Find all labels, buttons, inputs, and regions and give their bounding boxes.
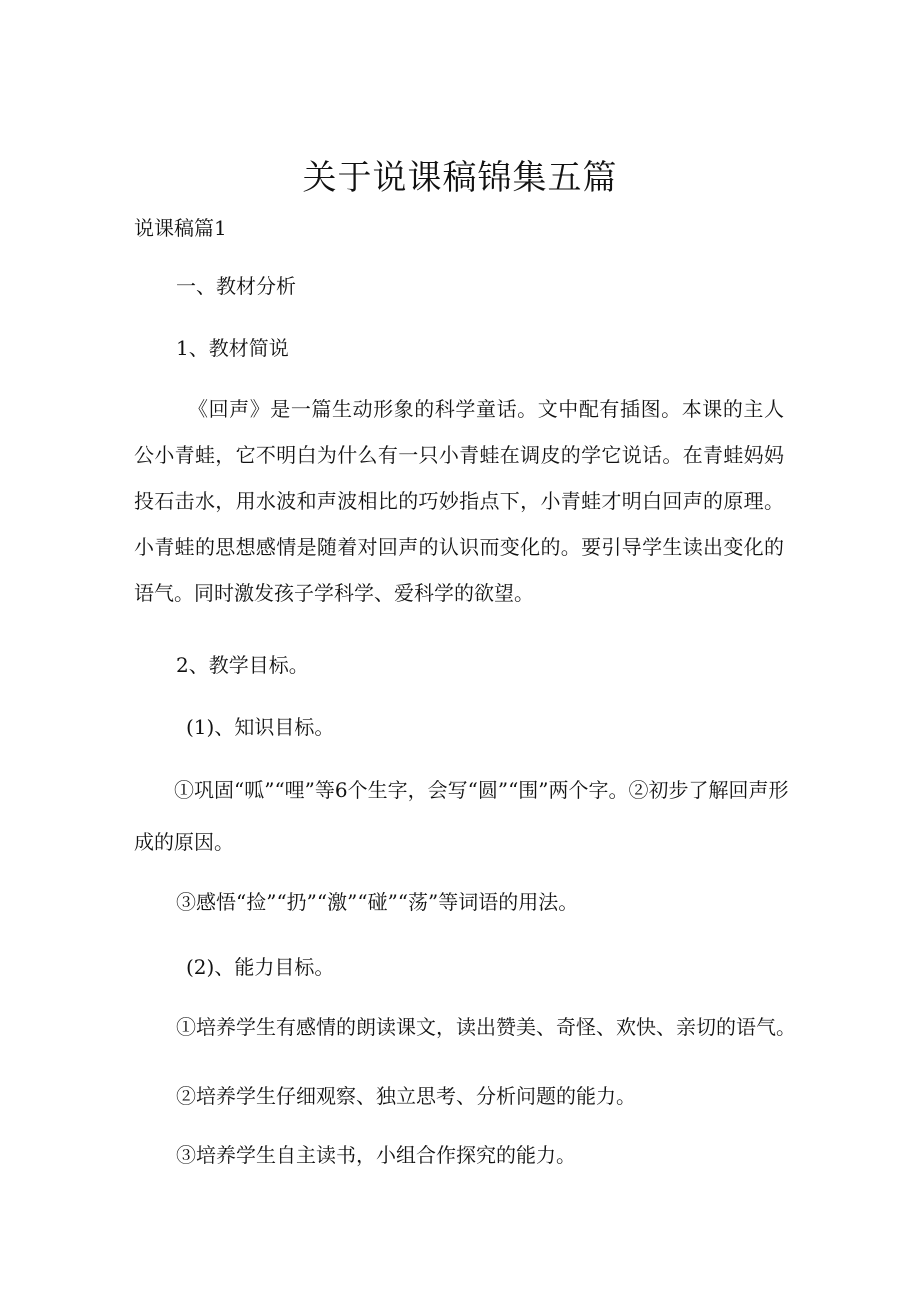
- section-heading: 说课稿篇1: [134, 216, 227, 240]
- knowledge-goal-heading: (1)、知识目标。: [186, 715, 335, 739]
- item-1-heading: 1、教材简说: [176, 336, 289, 360]
- part-one-heading: 一、教材分析: [176, 274, 296, 298]
- knowledge-goal-1: ①巩固“呱”“哩”等6个生字，会写“圆”“围”两个字。②初步了解回声形成的原因。: [134, 778, 789, 854]
- ability-goal-2: ②培养学生仔细观察、独立思考、分析问题的能力。: [176, 1084, 636, 1108]
- knowledge-goal-3: ③感悟“捡”“扔”“激”“碰”“荡”等词语的用法。: [176, 890, 579, 914]
- document-title: 关于说课稿锦集五篇: [302, 158, 618, 198]
- ability-goal-3: ③培养学生自主读书，小组合作探究的能力。: [176, 1143, 576, 1167]
- item-2-heading: 2、教学目标。: [176, 653, 309, 677]
- intro-paragraph: 《回声》是一篇生动形象的科学童话。文中配有插图。本课的主人公小青蛙，它不明白为什么有一只小青蛙在调皮的学它说话。在青蛙妈妈投石击水，用水波和声波相比的巧妙指点下，小青蛙才明白回声的原理。小青蛙的思想感情是随着对回声的认识而变化的。要引导学生读出变化的语气。同时激发孩子学科学、爱科学的欲望。: [134, 397, 784, 605]
- ability-goal-heading: (2)、能力目标。: [186, 955, 335, 979]
- ability-goal-1: ①培养学生有感情的朗读课文，读出赞美、奇怪、欢快、亲切的语气。: [176, 1015, 796, 1039]
